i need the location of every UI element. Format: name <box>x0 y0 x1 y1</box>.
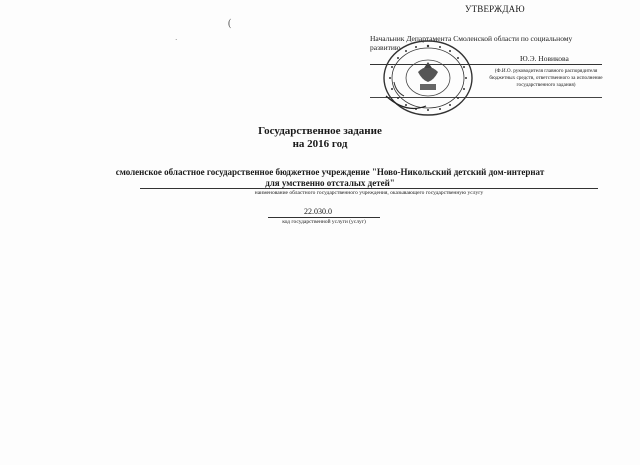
scan-mark: ( <box>228 18 232 29</box>
approval-heading: УТВЕРЖДАЮ <box>465 4 525 14</box>
scan-dot: · <box>175 36 178 44</box>
organization-name-line1: смоленское областное государственное бюджетное учреждение "Ново-Никольский детский дом-интернат <box>115 167 545 177</box>
organization-underline <box>140 188 598 189</box>
organization-name <box>70 167 590 189</box>
document-title-line2: на 2016 год <box>292 138 348 150</box>
approval-position-line1: Начальник Департамента Смоленской области по социальному <box>370 34 573 43</box>
service-code-caption: код государственной услуги (услуг) <box>282 219 366 225</box>
document-title <box>230 125 410 151</box>
approval-note: (Ф.И.О. руководителя главного распорядителя бюджетных средств, ответственного за исполнение государственного задания) <box>489 68 603 88</box>
organization-caption: наименование областного государственного учреждения, оказывающего государственную услугу <box>254 190 484 196</box>
service-code-underline <box>268 217 380 218</box>
document-title-line1: Государственное задание <box>258 125 382 137</box>
organization-name-line2: для умственно отсталых детей" <box>265 178 395 188</box>
approval-position-line2: развитию <box>370 43 401 52</box>
approval-signer-name: Ю.Э. Новикова <box>520 54 569 63</box>
official-seal-icon <box>380 38 476 118</box>
service-code: 22.030.0 <box>304 207 332 216</box>
